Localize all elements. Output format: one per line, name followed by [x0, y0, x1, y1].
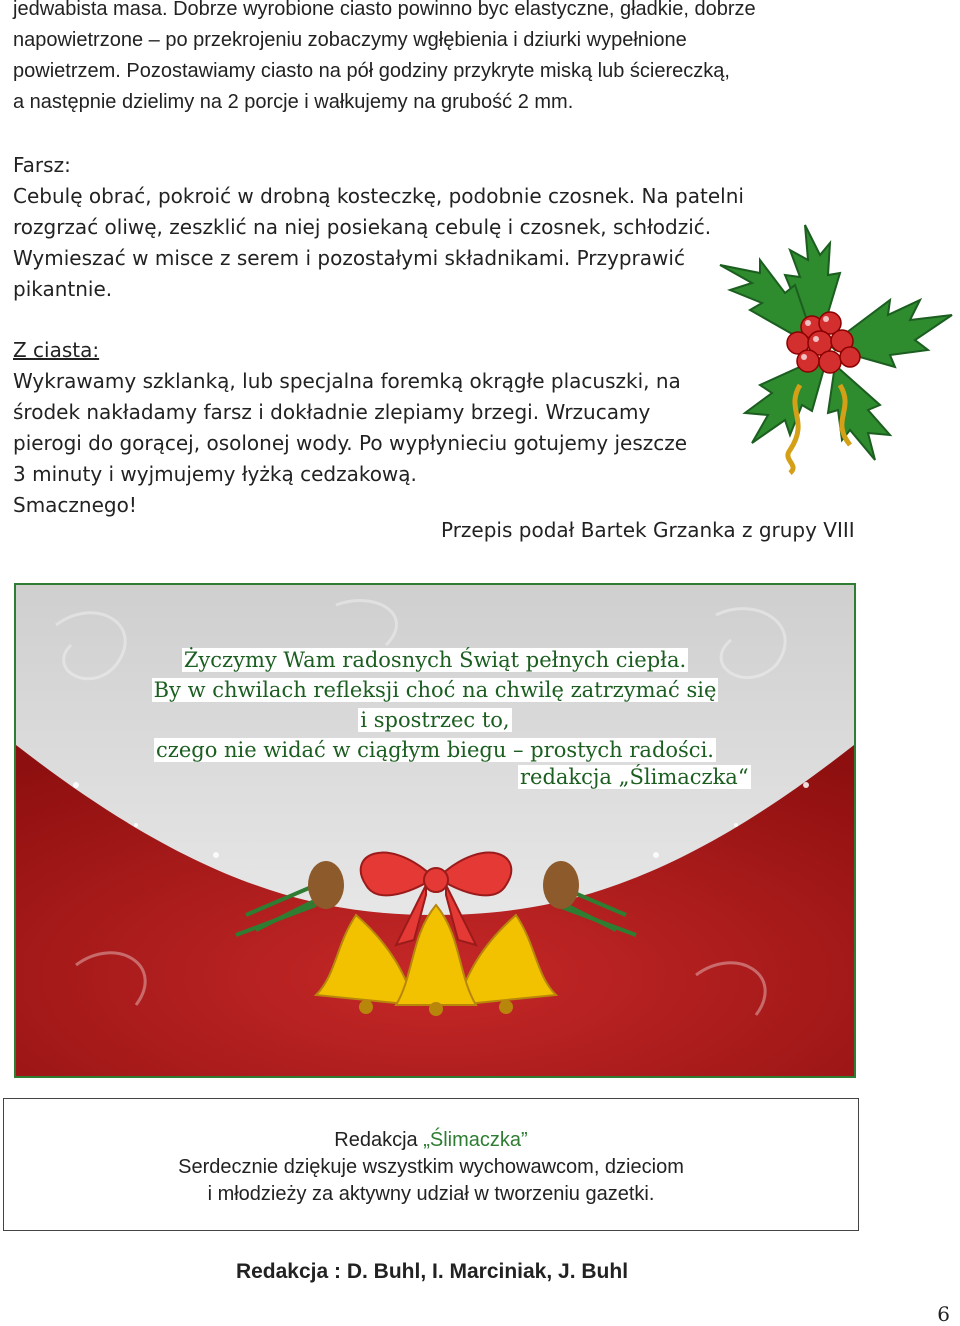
dough-heading: Z ciasta: [13, 338, 100, 362]
text-line: pikantnie. [13, 277, 113, 301]
wish-line: czego nie widać w ciągłym biegu – prostych radości. [156, 738, 714, 762]
text-line: napowietrzone – po przekrojeniu zobaczymy wgłębienia i dziurki wypełnione [13, 29, 687, 51]
text-line: Wykrawamy szklanką, lub specjalna foremką okrągłe placuszki, na [13, 369, 681, 393]
christmas-card [14, 583, 856, 1078]
wish-line: Życzymy Wam radosnych Świąt pełnych ciepła. [183, 648, 687, 672]
text-line: pierogi do gorącej, osolonej wody. Po wypłynieciu gotujemy jeszcze [13, 431, 688, 455]
filling-heading: Farsz: [13, 153, 71, 177]
text-line: powietrzem. Pozostawiamy ciasto na pół godziny przykryte miską lub ściereczką, [13, 60, 730, 82]
text-line: Smacznego! [13, 493, 137, 517]
text-line: jedwabista masa. Dobrze wyrobione ciasto powinno byc elastyczne, gładkie, dobrze [13, 0, 756, 20]
holiday-wishes [16, 645, 854, 765]
text-line: Wymieszać w misce z serem i pozostałymi składnikami. Przyprawić [13, 246, 685, 270]
thanks-line: i młodzieży za aktywny udział w tworzeniu gazetki. [207, 1183, 655, 1205]
thanks-prefix: Redakcja [334, 1129, 424, 1151]
text-line: a następnie dzielimy na 2 porcje i wałkujemy na grubość 2 mm. [13, 91, 574, 113]
recipe-credit: Przepis podał Bartek Grzanka z grupy VIII [441, 518, 855, 542]
thanks-name: „Ślimaczka” [423, 1129, 528, 1151]
recipe-intro [13, 0, 853, 118]
text-line: rozgrzać oliwę, zeszklić na niej posiekaną cebulę i czosnek, schłodzić. [13, 215, 712, 239]
filling-section [13, 150, 744, 305]
thanks-title [4, 1127, 858, 1154]
editors-credit: Redakcja : D. Buhl, I. Marciniak, J. Buhl [235, 1260, 629, 1283]
wish-line: By w chwilach refleksji choć na chwilę zatrzymać się [153, 678, 717, 702]
wishes-signature: redakcja „Ślimaczka“ [520, 765, 749, 789]
holly-icon [690, 215, 960, 475]
thanks-box [3, 1098, 859, 1231]
text-line: 3 minuty i wyjmujemy łyżką cedzakową. [13, 462, 417, 486]
page-number: 6 [937, 1302, 950, 1326]
thanks-line: Serdecznie dziękuje wszystkim wychowawcom, dzieciom [178, 1156, 684, 1178]
dough-section [13, 335, 693, 521]
text-line: Cebulę obrać, pokroić w drobną kosteczkę, podobnie czosnek. Na patelni [13, 184, 744, 208]
wish-line: i spostrzec to, [360, 708, 510, 732]
text-line: środek nakładamy farsz i dokładnie zlepiamy brzegi. Wrzucamy [13, 400, 651, 424]
